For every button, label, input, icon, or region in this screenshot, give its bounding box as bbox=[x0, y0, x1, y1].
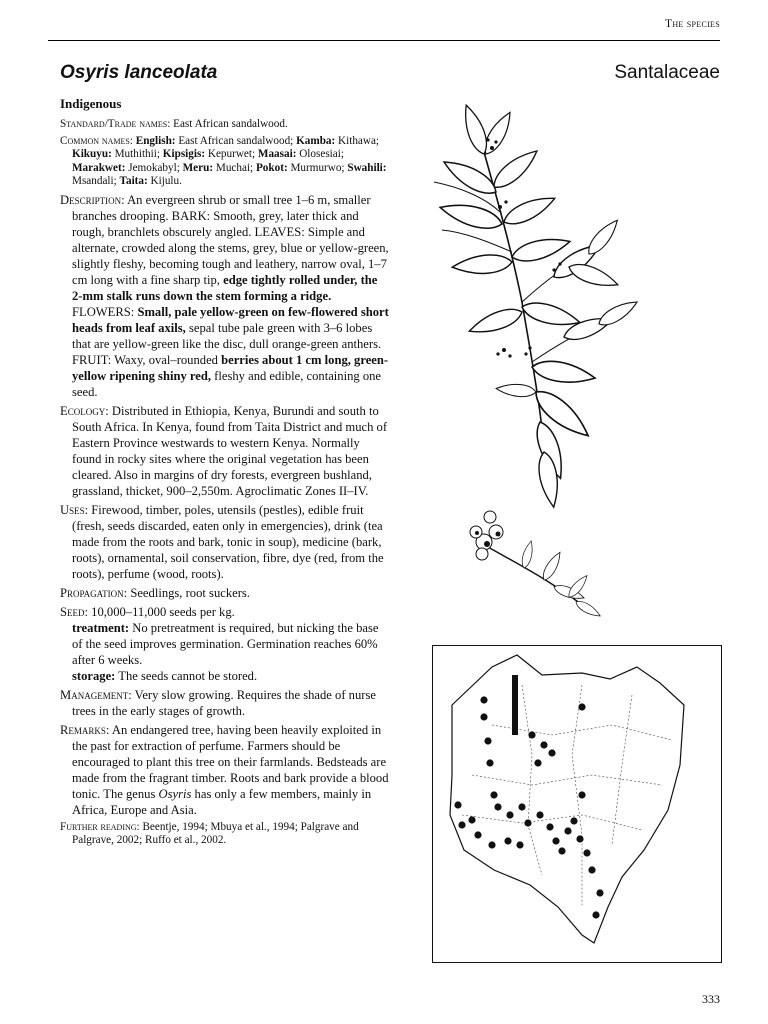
seed-treatment bbox=[60, 620, 390, 668]
botanical-illustration bbox=[404, 92, 668, 632]
treatment-text: No pretreatment is required, but nicking the base of the seed improves germination. Germination reaches 60% after 6 weeks. bbox=[72, 620, 379, 667]
common-name-lang: Kamba: bbox=[296, 134, 336, 147]
common-name: Kepurwet; bbox=[205, 148, 258, 160]
seed-storage bbox=[60, 668, 390, 684]
remarks-entry bbox=[60, 722, 390, 818]
storage-label: storage: bbox=[72, 668, 116, 683]
propagation-entry bbox=[60, 585, 390, 601]
page-number: 333 bbox=[702, 992, 720, 1006]
common-name-lang: Kikuyu: bbox=[72, 148, 112, 160]
uses-text: Firewood, timber, poles, utensils (pestles), edible fruit (fresh, seeds discarded, eaten only in emergencies), drink (tea made from the roots and bark, tonic in soup), medicine (bark, roots), ornamental, soil conservation, fibre, dye (red, from the roots), perfume (wood, roots). bbox=[72, 502, 384, 581]
running-head: The species bbox=[665, 18, 720, 30]
common-names-label: Common names: bbox=[60, 134, 133, 147]
common-name: Msandali; bbox=[72, 175, 120, 187]
propagation-text: Seedlings, root suckers. bbox=[127, 585, 250, 600]
common-name-lang: English: bbox=[135, 134, 176, 147]
common-name: Muthithii; bbox=[111, 148, 163, 160]
standard-names-entry bbox=[60, 118, 390, 132]
further-reading-label: Further reading: bbox=[60, 820, 140, 833]
standard-names-text: East African sandalwood. bbox=[170, 118, 288, 130]
common-name: East African sandalwood; bbox=[175, 134, 297, 147]
remarks-text: has only a few members, mainly in Africa, Europe and Asia. bbox=[72, 786, 372, 817]
common-name-lang: Maasai: bbox=[257, 148, 297, 160]
treatment-label: treatment: bbox=[72, 620, 130, 635]
propagation-label: Propagation: bbox=[60, 585, 128, 600]
family-name: Santalaceae bbox=[614, 62, 720, 83]
common-name-lang: Pokot: bbox=[255, 161, 288, 174]
common-names-entry bbox=[60, 135, 390, 189]
management-label: Management: bbox=[60, 687, 132, 702]
description-bold: edge tightly rolled under, the 2-mm stalk runs down the stem forming a ridge. bbox=[72, 272, 378, 303]
description-text: sepal tube pale green with 3–6 lobes that are yellow-green like the disc, dull orange-green anthers. FRUIT: Waxy, oval–rounded bbox=[72, 320, 382, 367]
common-name-lang: Swahili: bbox=[347, 161, 387, 174]
description-bold: berries about 1 cm long, green-yellow ripening shiny red, bbox=[72, 352, 389, 383]
uses-label: Uses: bbox=[60, 502, 89, 517]
text-column bbox=[60, 96, 390, 851]
ecology-entry bbox=[60, 403, 390, 499]
management-text: Very slow growing. Requires the shade of nurse trees in the early stages of growth. bbox=[72, 687, 376, 718]
storage-text: The seeds cannot be stored. bbox=[115, 668, 258, 683]
further-reading-text: Beentje, 1994; Mbuya et al., 1994; Palgrave and Palgrave, 2002; Ruffo et al., 2002. bbox=[72, 820, 359, 846]
ecology-text: Distributed in Ethiopia, Kenya, Burundi and south to South Africa. In Kenya, found from Taita District and much of Eastern Province westwards to western Kenya. Normally found in rocky sites where the original vegetation has been cleared. Also in margins of dry forests, evergreen bushland, grassland, thicket, 900–2,550m. Agroclimatic Zones II–IV. bbox=[72, 403, 388, 498]
ecology-label: Ecology: bbox=[60, 403, 109, 418]
seed-label: Seed: bbox=[60, 604, 88, 619]
seed-entry bbox=[60, 604, 390, 620]
common-name: Murmurwo; bbox=[287, 161, 348, 174]
common-name: Kithawa; bbox=[335, 134, 380, 147]
common-name: Jemokabyl; bbox=[125, 161, 183, 174]
common-name-lang: Taita: bbox=[119, 175, 148, 187]
description-text: fleshy and edible, containing one seed. bbox=[72, 368, 381, 399]
header-rule bbox=[48, 40, 720, 41]
management-entry bbox=[60, 687, 390, 719]
genus-name: Osyris bbox=[158, 786, 192, 801]
common-name-lang: Meru: bbox=[182, 161, 214, 174]
common-name: Muchai; bbox=[213, 161, 256, 174]
uses-entry bbox=[60, 502, 390, 582]
species-title: Osyris lanceolata bbox=[60, 62, 218, 83]
remarks-text: An endangered tree, having been heavily exploited in the past for extraction of perfume. Farmers should be encouraged to plant this tree on their farmlands. Bedsteads are made from the fragrant timber. Roots and bark provide a blood tonic. The genus bbox=[72, 722, 389, 801]
seed-text: 10,000–11,000 seeds per kg. bbox=[88, 604, 235, 619]
distribution-map bbox=[432, 645, 722, 963]
remarks-label: Remarks: bbox=[60, 722, 110, 737]
common-name-lang: Marakwet: bbox=[72, 161, 126, 174]
common-name: Olosesiai; bbox=[296, 148, 344, 160]
description-text: FLOWERS: bbox=[72, 304, 138, 319]
description-bold: Small, pale yellow-green on few-flowered short heads from leaf axils, bbox=[72, 304, 389, 335]
standard-names-label: Standard/Trade names: bbox=[60, 118, 171, 130]
description-entry bbox=[60, 192, 390, 400]
common-name: Kijulu. bbox=[147, 175, 182, 187]
common-name-lang: Kipsigis: bbox=[162, 148, 206, 160]
description-label: Description: bbox=[60, 192, 125, 207]
status-label: Indigenous bbox=[60, 96, 122, 111]
further-reading-entry bbox=[60, 821, 390, 848]
description-text: An evergreen shrub or small tree 1–6 m, smaller branches drooping. BARK: Smooth, grey, later thick and rough, branchlets obscurely angled. LEAVES: Simple and alternate, crowded along the stems, grey, blue or yellow-green, slightly fleshy, becoming tough and leathery, narrow oval, 1–7 cm long with a fine sharp tip, bbox=[72, 192, 389, 287]
